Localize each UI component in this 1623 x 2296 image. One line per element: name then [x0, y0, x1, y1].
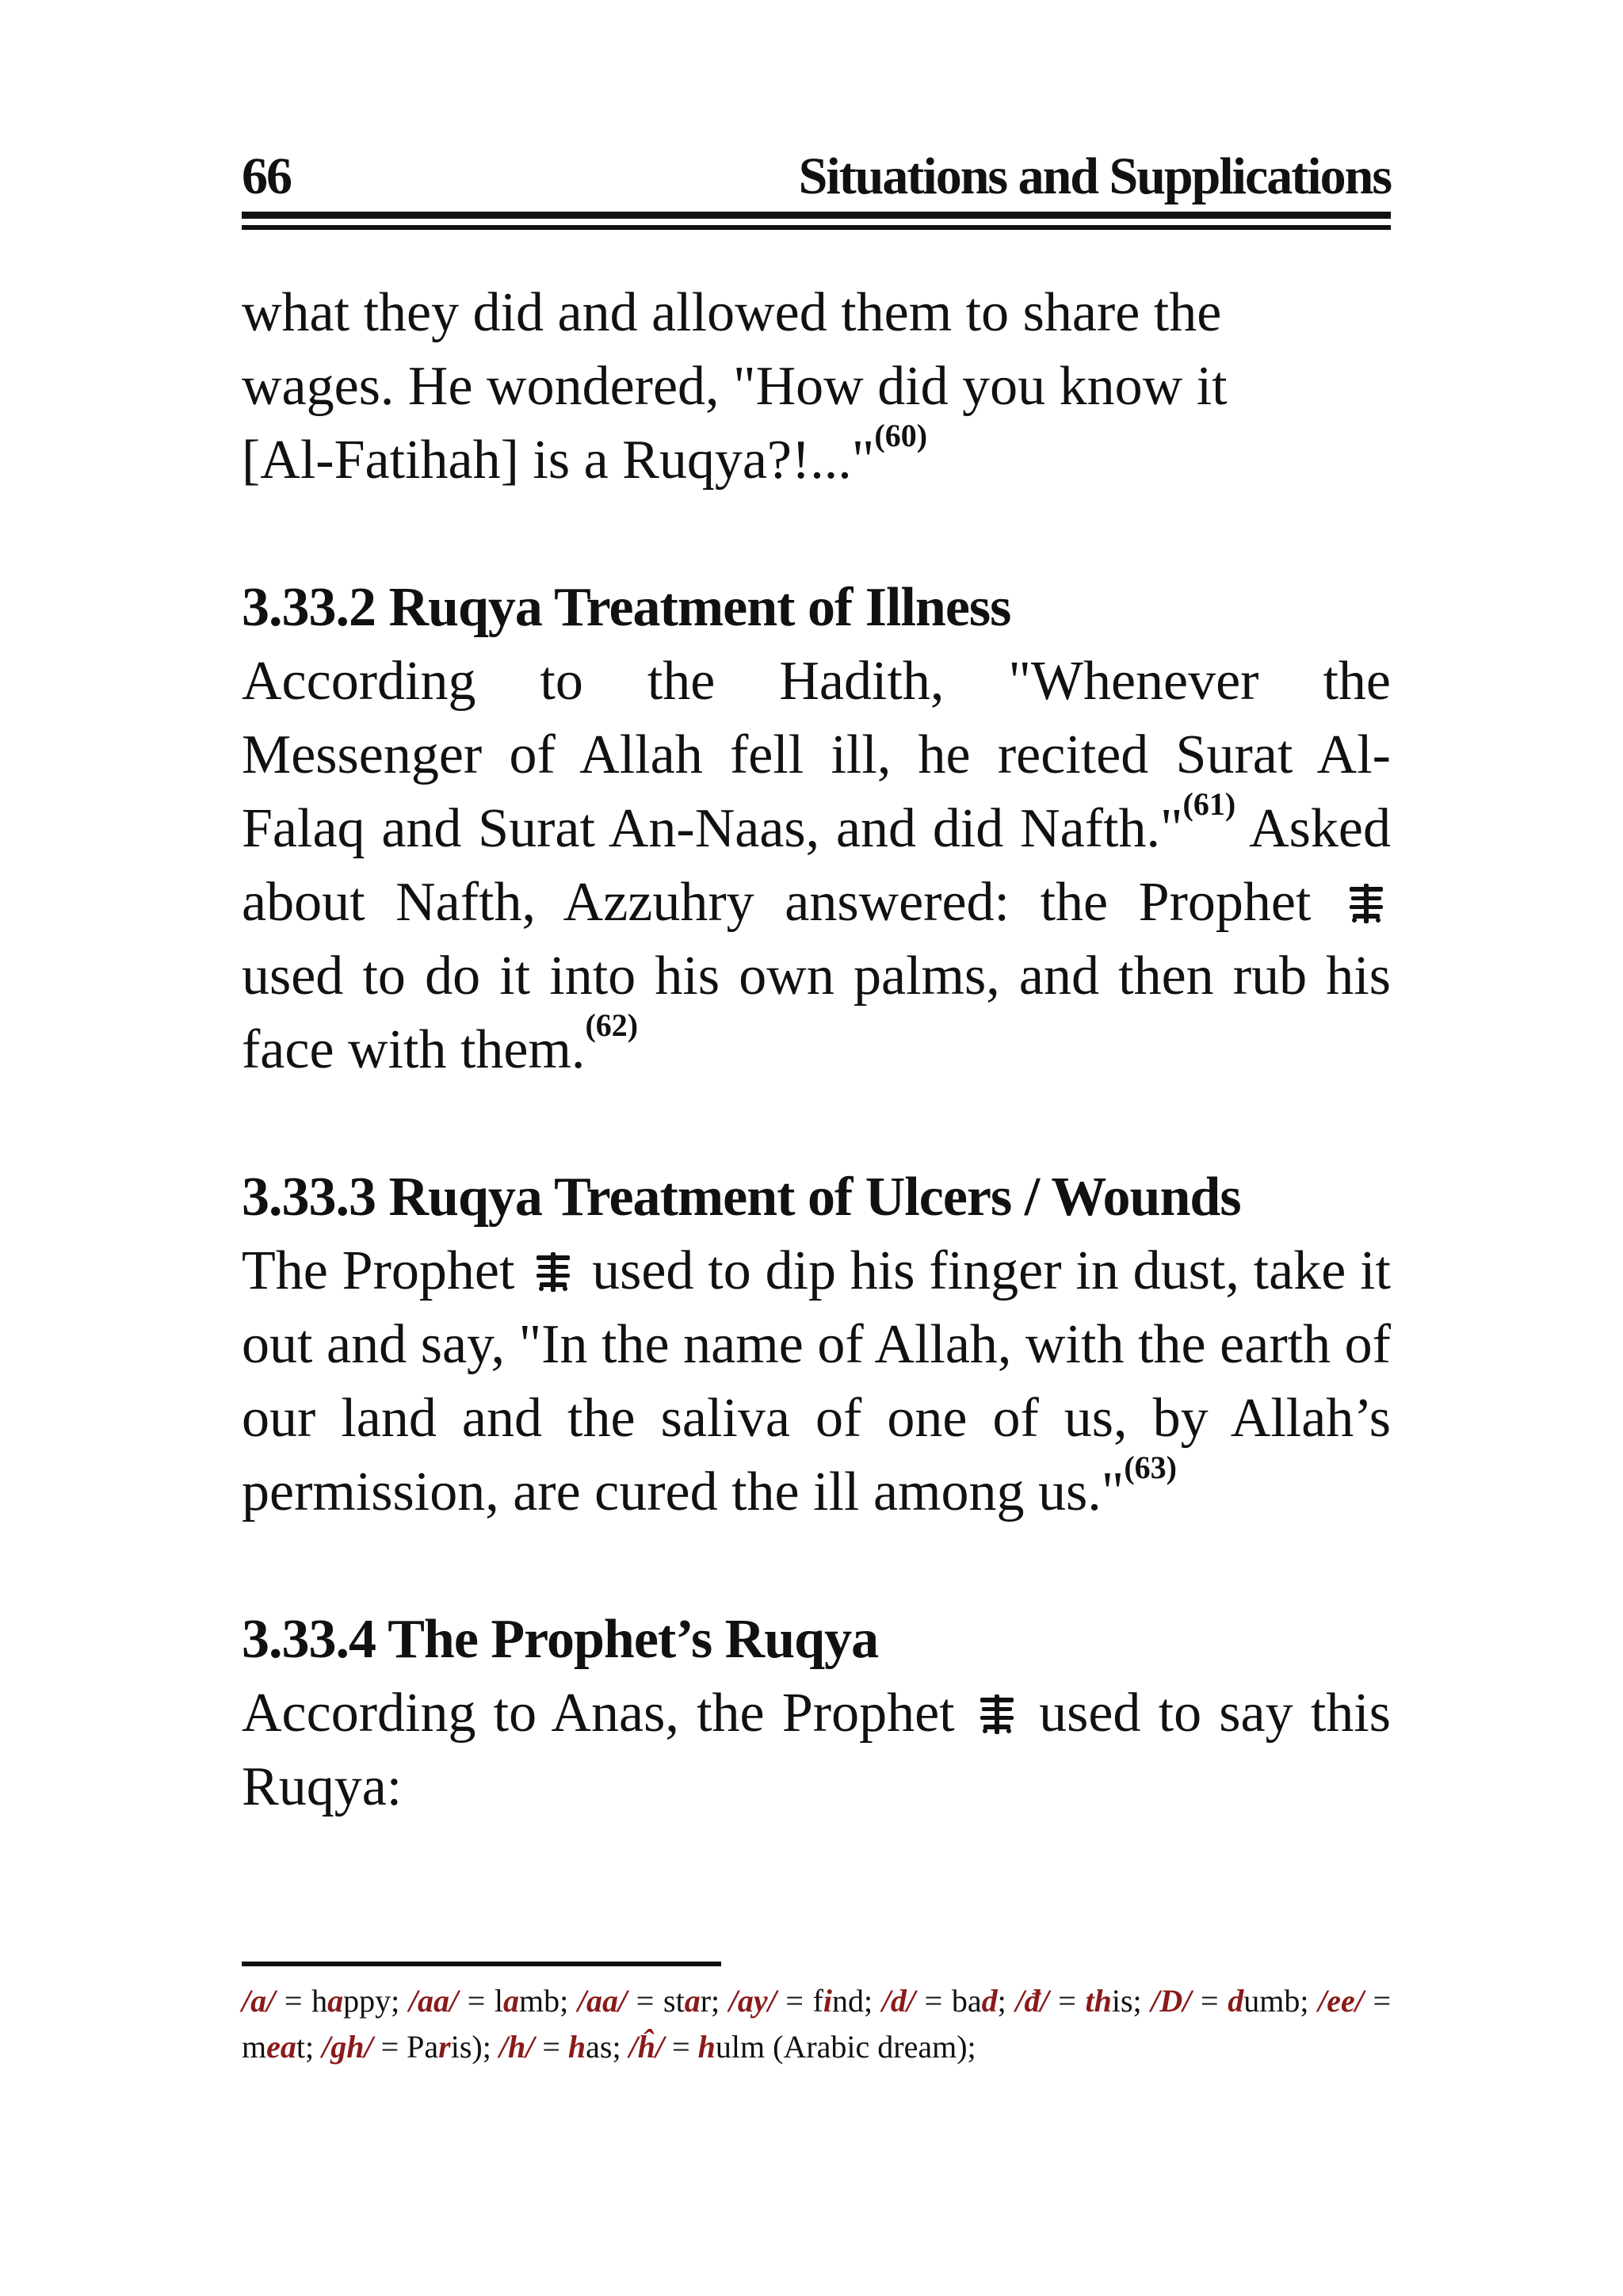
footnote-ref: (63) — [1124, 1450, 1177, 1485]
body-text: According to the Hadith, "Whenever the Messenger of Allah fell ill, he recited Surat Al-Falaq and Surat An-Naas, and did Nafth." — [242, 651, 1391, 859]
example-highlight: th — [1085, 1983, 1112, 2019]
example-suffix: r; — [700, 1983, 720, 2019]
example-suffix: t; — [296, 2029, 315, 2065]
key-entry — [729, 1983, 873, 2019]
example-highlight: h — [697, 2029, 716, 2065]
key-entry — [629, 2029, 976, 2065]
example-suffix: ppy; — [343, 1983, 400, 2019]
example-prefix: ba — [951, 1983, 982, 2019]
example-highlight: h — [567, 2029, 586, 2065]
example-highlight: d — [981, 1983, 998, 2019]
example-suffix: as; — [586, 2029, 621, 2065]
transliteration-key — [242, 1978, 1391, 2070]
running-header — [242, 147, 1391, 205]
equals-sign: = — [627, 1983, 663, 2019]
key-entry — [409, 1983, 568, 2019]
example-suffix: mb; — [519, 1983, 569, 2019]
section-paragraph — [242, 644, 1391, 1087]
example-highlight: d — [1228, 1983, 1244, 2019]
example-prefix: st — [663, 1983, 685, 2019]
phonetic-symbol: /aa/ — [577, 1983, 628, 2019]
example-prefix: Pa — [407, 2029, 439, 2065]
section-paragraph — [242, 1234, 1391, 1529]
example-suffix: ; — [997, 1983, 1006, 2019]
page-body — [242, 276, 1391, 1824]
example-highlight: i — [823, 1983, 833, 2019]
equals-sign: = — [664, 2029, 698, 2065]
key-entry — [882, 1983, 1006, 2019]
example-suffix: ulm (Arabic dream); — [715, 2029, 976, 2065]
example-prefix: m — [242, 2029, 267, 2065]
pbuh-ligature-icon — [1346, 882, 1386, 925]
phonetic-symbol: /đ/ — [1015, 1983, 1049, 2019]
pbuh-ligature-icon — [533, 1251, 573, 1293]
key-entry — [578, 1983, 720, 2019]
paragraph-continued — [242, 276, 1391, 497]
equals-sign: = — [1048, 1983, 1086, 2019]
example-highlight: a — [327, 1983, 344, 2019]
phonetic-symbol: /aa/ — [408, 1983, 459, 2019]
header-rule-thin — [242, 225, 1391, 230]
body-text: The Prophet — [242, 1240, 515, 1301]
example-suffix: umb; — [1243, 1983, 1309, 2019]
equals-sign: = — [372, 2029, 407, 2065]
section-heading: 3.33.2 Ruqya Treatment of Illness — [242, 577, 1011, 638]
example-suffix: nd; — [832, 1983, 873, 2019]
example-suffix: is; — [1111, 1983, 1142, 2019]
body-line: what they did and allowed them to share the — [242, 282, 1222, 343]
section-heading: 3.33.4 The Prophet’s Ruqya — [242, 1609, 879, 1670]
example-suffix: is); — [450, 2029, 491, 2065]
equals-sign: = — [1191, 1983, 1228, 2019]
body-text: used to do it into his own palms, and then rub his face with them. — [242, 946, 1391, 1080]
phonetic-symbol: /ee/ — [1318, 1983, 1364, 2019]
equals-sign: = — [776, 1983, 813, 2019]
body-line: [Al-Fatihah] is a Ruqya?!..." — [242, 430, 875, 491]
phonetic-symbol: /ĥ/ — [628, 2029, 665, 2065]
example-highlight: a — [503, 1983, 520, 2019]
book-title: Situations and Supplications — [798, 147, 1391, 205]
example-highlight: ea — [266, 2029, 296, 2065]
body-text: According to Anas, the Prophet — [242, 1683, 955, 1744]
phonetic-symbol: /d/ — [881, 1983, 916, 2019]
footnote-ref: (62) — [585, 1007, 639, 1043]
equals-sign: = — [915, 1983, 952, 2019]
phonetic-symbol: /a/ — [242, 1983, 276, 2019]
key-entry — [242, 1983, 399, 2019]
equals-sign: = — [275, 1983, 312, 2019]
example-prefix: h — [311, 1983, 328, 2019]
footnote-ref: (61) — [1182, 786, 1236, 822]
body-line: wages. He wondered, "How did you know it — [242, 356, 1228, 417]
equals-sign: = — [534, 2029, 568, 2065]
phonetic-symbol: /ay/ — [728, 1983, 777, 2019]
section-paragraph — [242, 1676, 1391, 1824]
footnote-separator — [242, 1962, 721, 1966]
phonetic-symbol: /gh/ — [322, 2029, 373, 2065]
equals-sign: = — [458, 1983, 495, 2019]
key-entry — [322, 2029, 491, 2065]
pbuh-ligature-icon — [977, 1693, 1017, 1736]
body-text: used to dip his finger in dust, take it out and say, "In the name of Allah, with the earth of our land and the saliva of one of us, by Allah’s permission, are cured the ill among us." — [242, 1240, 1392, 1522]
key-entry — [499, 2029, 621, 2065]
phonetic-symbol: /h/ — [498, 2029, 535, 2065]
phonetic-symbol: /D/ — [1151, 1983, 1192, 2019]
equals-sign: = — [1363, 1983, 1392, 2019]
footnote-ref: (60) — [874, 418, 928, 453]
section-heading: 3.33.3 Ruqya Treatment of Ulcers / Wounds — [242, 1167, 1241, 1228]
page-number: 66 — [242, 147, 291, 205]
key-entry — [1015, 1983, 1141, 2019]
header-rule-thick — [242, 212, 1391, 219]
example-highlight: r — [438, 2029, 451, 2065]
example-prefix: l — [494, 1983, 504, 2019]
body-text: used to say this Ruqya: — [242, 1683, 1391, 1817]
body-text: Asked about Nafth, Azzuhry answered: the Prophet — [242, 798, 1391, 933]
example-highlight: a — [684, 1983, 701, 2019]
key-entry — [1151, 1983, 1308, 2019]
example-prefix: f — [812, 1983, 823, 2019]
